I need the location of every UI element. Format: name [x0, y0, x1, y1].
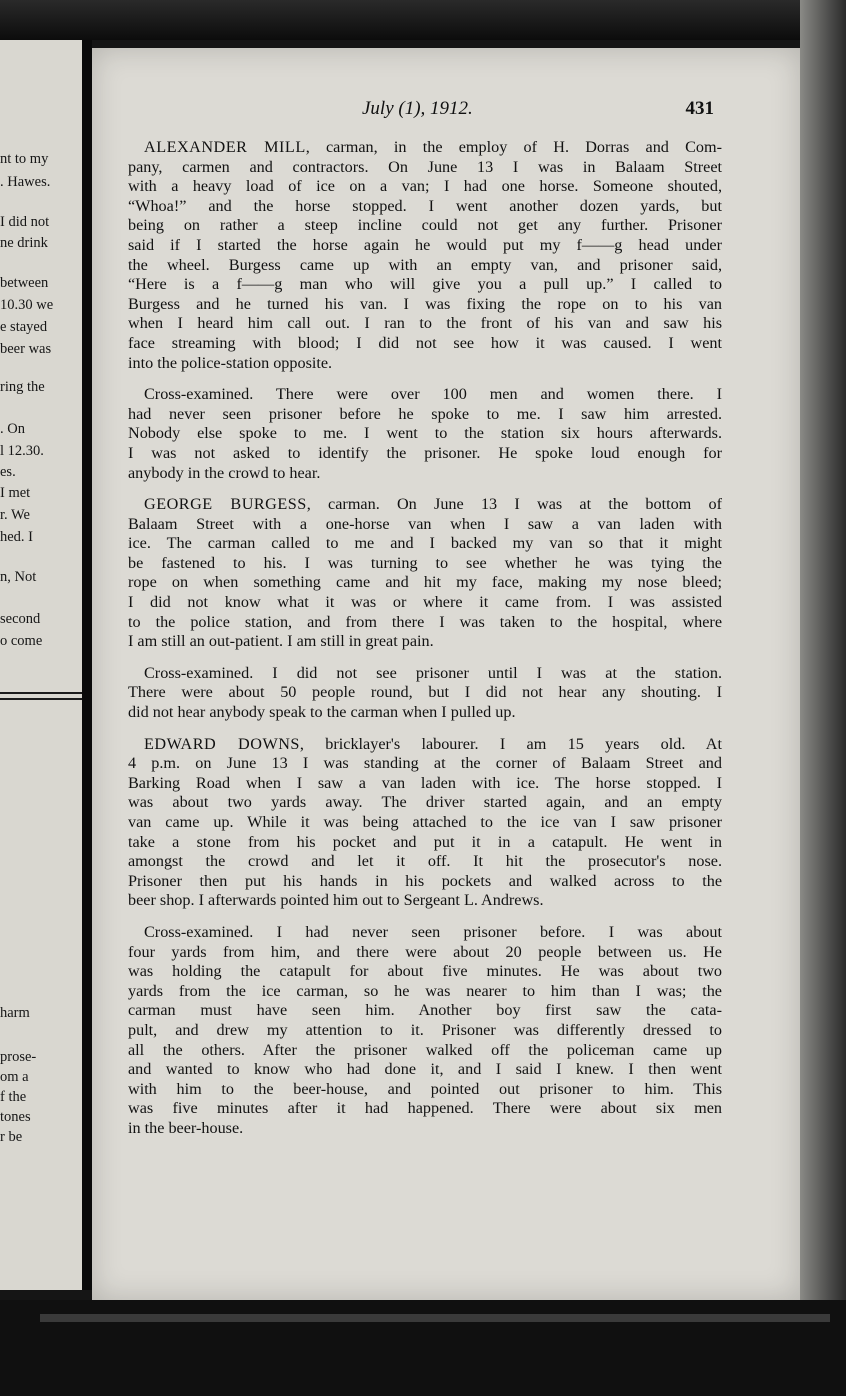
text-line: Barking Road when I saw a van laden with ice. The horse stopped. I: [128, 773, 722, 792]
facing-page-line: om a: [0, 1069, 29, 1085]
facing-page-line: e stayed: [0, 319, 48, 335]
scan-bottom-edge: [0, 1300, 846, 1396]
facing-page-line: ne drink: [0, 235, 48, 251]
cross-examination-paragraph: [128, 385, 722, 483]
witness-name: EDWARD DOWNS: [144, 734, 300, 753]
text-line: ice. The carman called to me and I backed my van so that it might: [128, 534, 722, 553]
text-line: I am still an out-patient. I am still in great pain.: [128, 632, 434, 651]
facing-page-line: r be: [0, 1129, 23, 1145]
facing-page-line: f the: [0, 1089, 27, 1105]
facing-page-line: nt to my: [0, 151, 49, 167]
facing-page-line: second: [0, 611, 41, 627]
page-header: [92, 98, 800, 122]
facing-page-line: . Hawes.: [0, 174, 51, 190]
text-line: yards from the ice carman, so he was nearer to him than I was; the: [128, 981, 722, 1000]
facing-page-line: n, Not: [0, 569, 37, 585]
text-line: the wheel. Burgess came up with an empty van, and prisoner said,: [128, 255, 722, 274]
text-line: with him to the beer-house, and pointed out prisoner to him. This: [128, 1079, 722, 1098]
testimony-paragraph: [128, 495, 722, 652]
text-line: pult, and drew my attention to it. Prisoner was differently dressed to: [128, 1020, 722, 1039]
text-line: face streaming with blood; I did not see how it was caused. I went: [128, 333, 722, 352]
text-line: “Whoa!” and the horse stopped. I went another dozen yards, but: [128, 196, 722, 215]
text-line: “Here is a f——g man who will give you a pull up.” I called to: [128, 275, 722, 294]
facing-page-line: l 12.30.: [0, 443, 44, 459]
text-line: in the beer-house.: [128, 1118, 244, 1137]
facing-page-rule: [0, 692, 82, 694]
text-line: was about two yards away. The driver started again, and an empty: [128, 793, 722, 812]
facing-page-line: between: [0, 275, 49, 291]
facing-page-line: prose-: [0, 1049, 37, 1065]
facing-page-line: I did not: [0, 214, 50, 230]
text-line: four yards from him, and there were about 20 people between us. He: [128, 942, 722, 961]
text-line: did not hear anybody speak to the carman when I pulled up.: [128, 703, 516, 722]
text-line: Nobody else spoke to me. I went to the station six hours afterwards.: [128, 424, 722, 443]
witness-name: GEORGE BURGESS: [144, 495, 307, 514]
text-line: amongst the crowd and let it off. It hit the prosecutor's nose.: [128, 852, 722, 871]
text-line: Burgess and he turned his van. I was fixing the rope on to his van: [128, 294, 722, 313]
text-line: 4 p.m. on June 13 I was standing at the corner of Balaam Street and: [128, 754, 722, 773]
page-body: [128, 138, 722, 1139]
text-line: anybody in the crowd to hear.: [128, 463, 321, 482]
facing-page-fragment: [0, 40, 92, 1290]
text-line: Cross-examined. There were over 100 men and women there. I: [144, 385, 722, 404]
scan-top-edge: [0, 0, 846, 40]
page-number: 431: [685, 98, 714, 119]
facing-page-line: . On: [0, 421, 25, 437]
text-line: Cross-examined. I had never seen prisoner before. I was about: [144, 922, 722, 941]
facing-page-line: es.: [0, 464, 16, 480]
text-line: when I heard him call out. I ran to the front of his van and saw his: [128, 314, 722, 333]
text-line: into the police-station opposite.: [128, 353, 333, 372]
text-line: pany, carmen and contractors. On June 13 I was in Balaam Street: [128, 157, 722, 176]
testimony-paragraph: [128, 138, 722, 373]
text-line: Prisoner then put his hands in his pockets and walked across to the: [128, 871, 722, 890]
text-line: I did not know what it was or where it came from. I was assisted: [128, 593, 722, 612]
facing-page-rule: [0, 698, 82, 700]
text-line: was five minutes after it had happened. There were about six men: [128, 1099, 722, 1118]
text-line: ALEXANDER MILL, carman, in the employ of H. Dorras and Com-: [144, 138, 722, 156]
running-head: July (1), 1912.: [362, 98, 473, 119]
facing-page-line: beer was: [0, 341, 52, 357]
facing-page-line: r. We: [0, 507, 30, 523]
page-edge: [40, 1314, 830, 1322]
text-line: with a heavy load of ice on a van; I had one horse. Someone shouted,: [128, 177, 722, 196]
text-line: carman must have seen him. Another boy first saw the cata-: [128, 1001, 722, 1020]
text-line: van came up. While it was being attached to the ice van I saw prisoner: [128, 813, 722, 831]
text-line: EDWARD DOWNS, bricklayer's labourer. I am 15 years old. At: [144, 734, 722, 753]
text-line: I was not asked to identify the prisoner. He spoke loud enough for: [128, 443, 722, 462]
cross-examination-paragraph: [128, 923, 722, 1139]
text-line: Balaam Street with a one-horse van when I saw a van laden with: [128, 514, 722, 533]
text-line: beer shop. I afterwards pointed him out to Sergeant L. Andrews.: [128, 891, 544, 910]
text-line: said if I started the horse again he would put my f——g head under: [128, 235, 722, 254]
facing-page-line: tones: [0, 1109, 31, 1125]
facing-page-line: ring the: [0, 379, 45, 395]
text-line: be fastened to his. I was turning to see whether he was tying the: [128, 553, 722, 572]
text-line: take a stone from his pocket and put it in a catapult. He went in: [128, 832, 722, 851]
text-line: all the others. After the prisoner walked off the policeman came up: [128, 1040, 722, 1059]
scan-right-edge: [800, 0, 846, 1396]
text-line: GEORGE BURGESS, carman. On June 13 I was at the bottom of: [144, 495, 722, 514]
facing-page-line: o come: [0, 633, 43, 649]
text-line: had never seen prisoner before he spoke to me. I saw him arrested.: [128, 404, 722, 423]
text-line: being on rather a steep incline could not get any further. Prisoner: [128, 216, 722, 235]
testimony-paragraph: [128, 735, 722, 911]
text-line: to the police station, and from there I was taken to the hospital, where: [128, 612, 722, 631]
witness-name: ALEXANDER MILL: [144, 138, 306, 156]
text-line: Cross-examined. I did not see prisoner until I was at the station.: [144, 663, 722, 682]
text-line: was holding the catapult for about five minutes. He was about two: [128, 962, 722, 981]
facing-page-line: I met: [0, 485, 31, 501]
text-line: rope on when something came and hit my face, making my nose bleed;: [128, 573, 722, 592]
text-line: There were about 50 people round, but I did not hear any shouting. I: [128, 683, 722, 702]
facing-page-line: hed. I: [0, 529, 34, 545]
facing-page-line: harm: [0, 1005, 30, 1021]
cross-examination-paragraph: [128, 664, 722, 723]
text-line: and wanted to know who had done it, and I said I knew. I then went: [128, 1060, 722, 1079]
facing-page-line: 10.30 we: [0, 297, 54, 313]
